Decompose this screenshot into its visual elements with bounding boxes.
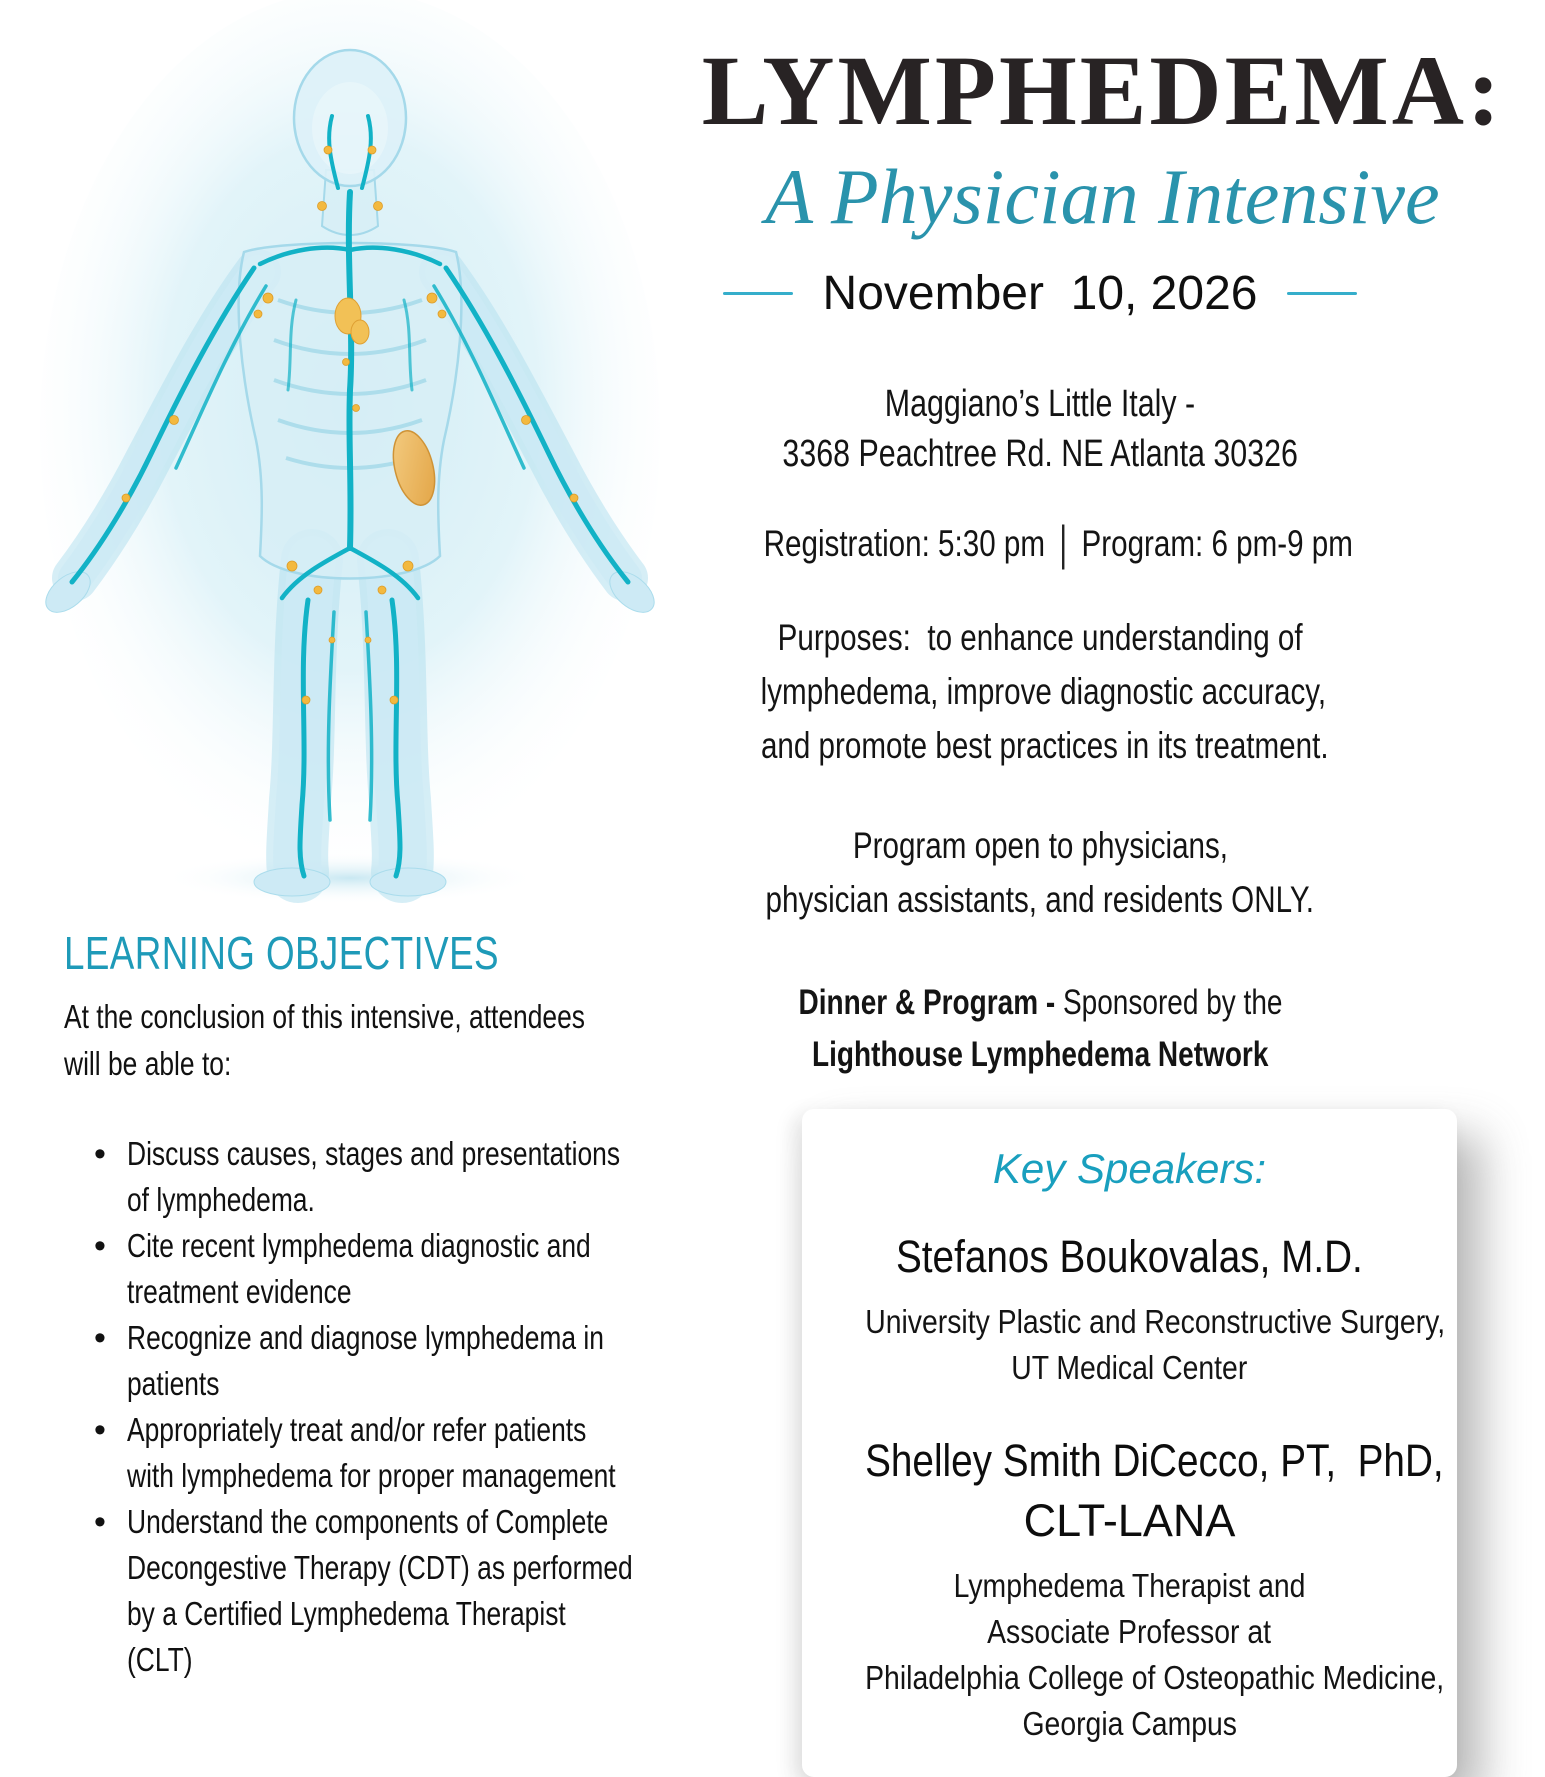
- objectives-intro-line: At the conclusion of this intensive, attendees: [64, 997, 585, 1035]
- objective-line: treatment evidence: [127, 1272, 352, 1310]
- audience-line: Program open to physicians,: [852, 824, 1228, 866]
- event-date-row: [690, 266, 1390, 321]
- objectives-bullet-list: [64, 1131, 684, 1683]
- objective-line: (CLT): [127, 1640, 193, 1678]
- page-subtitle: A Physician Intensive: [765, 153, 1440, 240]
- venue-name: Maggiano’s Little Italy -: [884, 382, 1196, 425]
- objective-item: [64, 1499, 684, 1683]
- speaker-2-name: [818, 1431, 1444, 1551]
- purpose-line: lymphedema, improve diagnostic accuracy,: [760, 670, 1327, 712]
- learning-objectives-heading: LEARNING OBJECTIVES: [64, 927, 499, 979]
- schedule-separator: |: [1059, 516, 1068, 570]
- objective-item: [64, 1407, 684, 1499]
- objective-line: with lymphedema for proper management: [127, 1456, 616, 1494]
- learning-objectives-section: [64, 928, 684, 1683]
- audience-block: [690, 819, 1390, 927]
- speaker-1-affiliation: University Plastic and Reconstructive Surgery,: [865, 1302, 1446, 1340]
- purpose-line: Purposes: to enhance understanding of: [777, 616, 1303, 658]
- lymphatic-body-svg: [25, 0, 675, 915]
- speaker-1-details: [818, 1299, 1446, 1391]
- purpose-block: [690, 611, 1390, 773]
- lymphatic-body-illustration: [25, 0, 675, 915]
- audience-line: physician assistants, and residents ONLY.: [765, 878, 1315, 920]
- venue-address: 3368 Peachtree Rd. NE Atlanta 30326: [782, 432, 1298, 475]
- objective-line: • Cite recent lymphedema diagnostic and: [127, 1226, 591, 1264]
- objective-line: • Understand the components of Complete: [127, 1502, 609, 1540]
- registration-time: Registration: 5:30 pm: [763, 522, 1046, 564]
- speaker-2-affiliation: Philadelphia College of Osteopathic Medicine,: [865, 1658, 1445, 1696]
- objective-line: patients: [127, 1364, 220, 1402]
- date-divider-left: [723, 292, 793, 295]
- speaker-2-details: [818, 1563, 1445, 1747]
- event-details-column: [690, 35, 1515, 1777]
- speaker-2-name-line: Shelley Smith DiCecco, PT, PhD,: [865, 1434, 1444, 1486]
- objective-item: [64, 1131, 684, 1223]
- objective-line: by a Certified Lymphedema Therapist: [127, 1594, 566, 1632]
- program-time: Program: 6 pm-9 pm: [1081, 522, 1353, 564]
- venue-block: [690, 379, 1390, 479]
- purpose-line: and promote best practices in its treatment.: [760, 724, 1329, 766]
- objective-line: of lymphedema.: [127, 1180, 315, 1218]
- objectives-intro-line: will be able to:: [64, 1044, 232, 1082]
- objective-item: [64, 1315, 684, 1407]
- objective-line: Decongestive Therapy (CDT) as performed: [127, 1548, 633, 1586]
- key-speakers-heading: Key Speakers:: [992, 1144, 1267, 1192]
- sponsor-dash: -: [1037, 982, 1063, 1022]
- sponsor-org: Lighthouse Lymphedema Network: [811, 1034, 1269, 1074]
- sponsor-lead: Dinner & Program: [797, 982, 1038, 1022]
- page-title: LYMPHEDEMA:: [701, 35, 1504, 146]
- event-date: November 10, 2026: [822, 266, 1258, 320]
- key-speakers-card: [802, 1109, 1457, 1777]
- speaker-2-credentials: CLT-LANA: [1023, 1494, 1236, 1546]
- objective-item: [64, 1223, 684, 1315]
- objective-line: • Recognize and diagnose lymphedema in: [127, 1318, 604, 1356]
- objective-line: • Appropriately treat and/or refer patients: [127, 1410, 587, 1448]
- objective-line: • Discuss causes, stages and presentations: [127, 1134, 621, 1172]
- date-divider-right: [1287, 292, 1357, 295]
- learning-objectives-intro: [64, 993, 684, 1087]
- schedule-block: [690, 516, 1390, 570]
- speaker-2-affiliation: Georgia Campus: [1022, 1704, 1237, 1742]
- speaker-2-role: Associate Professor at: [987, 1612, 1272, 1650]
- event-info-stack: [690, 266, 1390, 1081]
- sponsor-block: [690, 977, 1390, 1081]
- speaker-1-name: Stefanos Boukovalas, M.D.: [896, 1230, 1363, 1282]
- speaker-2-role: Lymphedema Therapist and: [953, 1566, 1306, 1604]
- speaker-1-affiliation: UT Medical Center: [1011, 1348, 1248, 1386]
- sponsor-rest: Sponsored by the: [1062, 982, 1282, 1022]
